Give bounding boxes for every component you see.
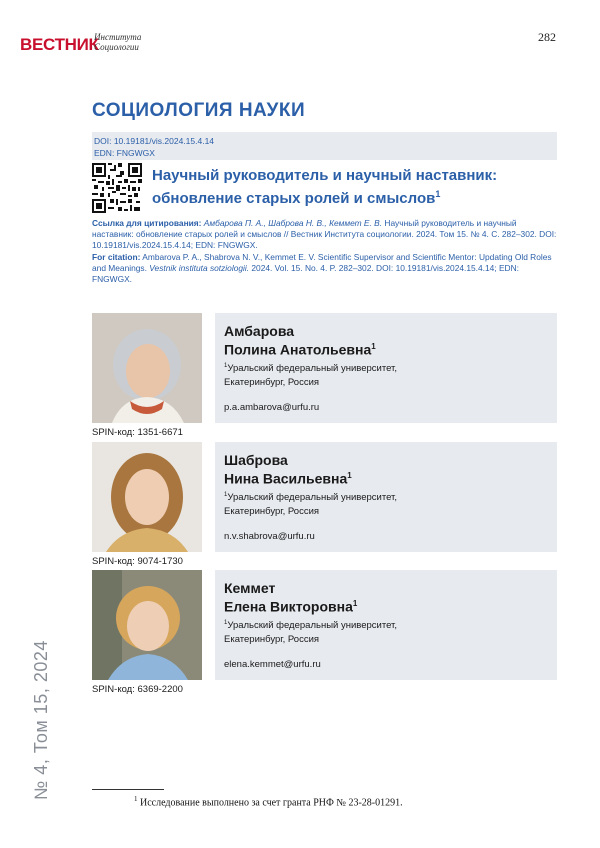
footnote-mark: 1 [134,795,138,803]
article-title-text: Научный руководитель и научный наставник: обновление старых ролей и смыслов [152,167,498,207]
issue-label: № 4, Том 15, 2024 [31,640,51,800]
author-affiliation-ref: 1 [371,342,376,351]
footnote-ref[interactable]: 1 [435,189,441,199]
citation-ru-label: Ссылка для цитирования: [92,218,202,228]
author-card [215,570,557,680]
affiliation-line-1: Уральский федеральный университет, [227,363,397,375]
author-photo [92,313,202,423]
affiliation-line-2: Екатеринбург, Россия [224,506,320,518]
author-email[interactable]: elena.kemmet@urfu.ru [224,659,321,670]
author-spin: SPIN-код: 1351-6671 [92,427,183,438]
author-affiliation-ref: 1 [347,471,352,480]
issue-sidebar [28,640,58,800]
citation-en-text-2: 2024. Vol. 15. No. 4. P. 282–302. DOI: 10.19181/vis.2024.15.4.14; EDN: FNGWGX. [92,262,519,285]
author-given-name: Полина Анатольевна [224,341,372,358]
affiliation-line-2: Екатеринбург, Россия [224,377,320,389]
affiliation-mark: 1 [224,363,228,369]
journal-logo [20,33,150,55]
citation-en-label: For citation: [92,251,141,262]
doi-text[interactable]: DOI: 10.19181/vis.2024.15.4.14 [94,136,215,146]
author-given-name: Нина Васильевна [224,470,348,487]
author-card [215,442,557,552]
author-photo [92,442,202,552]
footnote-text: Исследование выполнено за счет гранта РНФ № 23-28-01291. [140,797,403,809]
author-email[interactable]: p.a.ambarova@urfu.ru [224,402,320,413]
author-surname: Шаброва [224,452,288,468]
author-name [224,581,357,615]
qr-code[interactable] [92,163,142,213]
author-affiliation [224,616,397,647]
author-name [224,324,376,358]
section-title: СОЦИОЛОГИЯ НАУКИ [92,100,306,121]
citation-ru-text: Научный руководитель и научный наставник: обновление старых ролей и смыслов // Вестник Института социологии. 2024. Том 15. № 4. С. 282–302. DOI: 10.19181/vis.2024.15.4.14; EDN: FNGWGX. [92,218,557,251]
logo-sub-text-2: Социологии [94,42,139,52]
citation-en-journal: Vestnik instituta sotziologii. [149,262,250,273]
author-card [215,313,557,423]
author-spin: SPIN-код: 9074-1730 [92,556,183,567]
citation-en-text: Ambarova P. A., Shabrova N. V., Kemmet E. V. Scientific Supervisor and Scientific Mentor: Updating Old Roles and Meanings. [92,251,552,273]
author-affiliation-ref: 1 [352,599,358,608]
citation-block [92,218,557,285]
affiliation-line-1: Уральский федеральный университет, [227,492,397,504]
author-email[interactable]: n.v.shabrova@urfu.ru [224,531,315,542]
affiliation-mark: 1 [224,620,228,626]
edn-text: EDN: FNGWGX [94,148,155,158]
author-spin: SPIN-код: 6369-2200 [92,684,183,695]
page-number: 282 [538,30,556,44]
logo-sub-text-1: Института [94,32,142,42]
affiliation-line-1: Уральский федеральный университет, [227,620,397,632]
author-name [224,453,352,487]
affiliation-mark: 1 [224,492,228,498]
author-affiliation [224,359,397,390]
article-title [152,167,557,208]
author-given-name: Елена Викторовна [224,598,353,615]
logo-main-text: ВЕСТНИК [20,35,99,54]
author-affiliation [224,488,397,519]
footnote [134,795,403,808]
author-surname: Кеммет [224,580,276,596]
doi-panel [92,132,557,160]
affiliation-line-2: Екатеринбург, Россия [224,634,320,646]
footnote-divider [92,789,164,790]
citation-ru-authors: Амбарова П. А., Шаброва Н. В., Кеммет Е. В. [203,218,383,228]
author-surname: Амбарова [224,323,295,339]
author-photo [92,570,202,680]
